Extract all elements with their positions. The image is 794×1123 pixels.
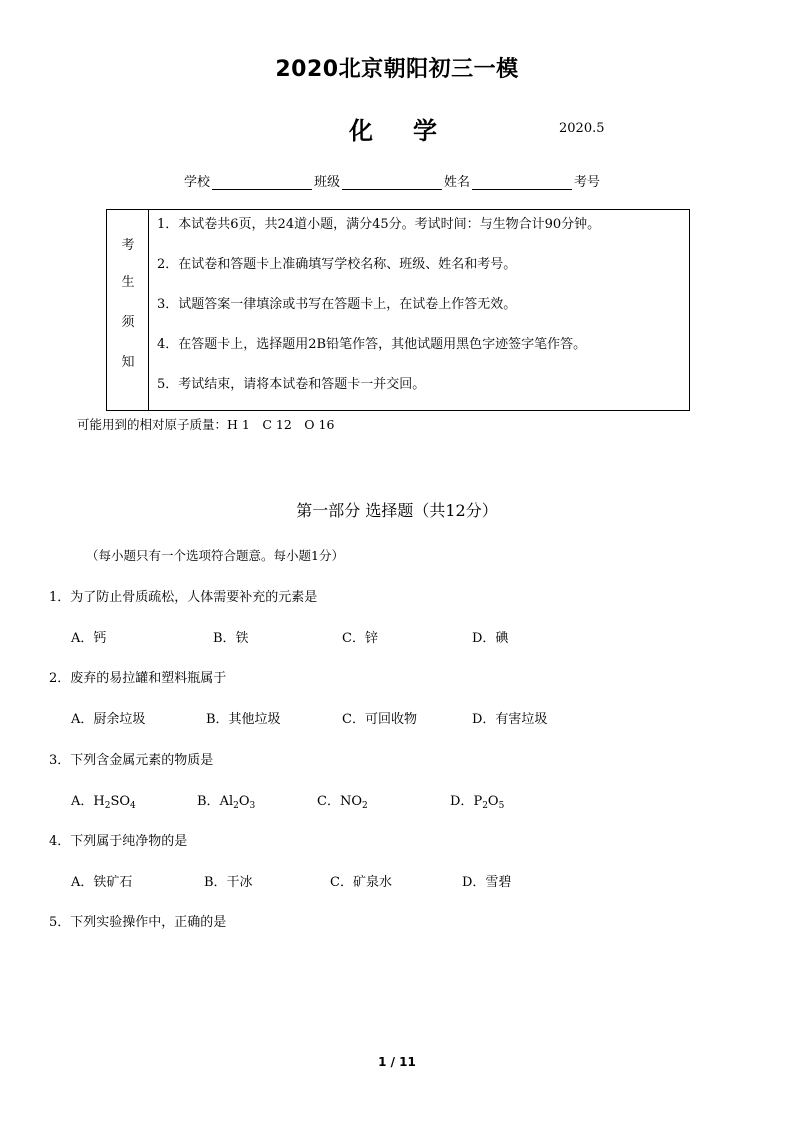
option-b: B．铁 bbox=[213, 631, 249, 646]
notice-side-label bbox=[107, 210, 149, 410]
notice-item: 3．试题答案一律填涂或书写在答题卡上，在试卷上作答无效。 bbox=[157, 297, 517, 312]
part-title: 第一部分 选择题（共12分） bbox=[296, 501, 498, 520]
notice-item: 2．在试卷和答题卡上准确填写学校名称、班级、姓名和考号。 bbox=[157, 257, 517, 272]
option-d: D．有害垃圾 bbox=[472, 712, 548, 727]
question-stem: 5．下列实验操作中，正确的是 bbox=[49, 915, 227, 930]
notice-item: 5．考试结束，请将本试卷和答题卡一并交回。 bbox=[157, 377, 426, 392]
atomic-mass-line: 可能用到的相对原子质量：H 1 C 12 O 16 bbox=[77, 417, 335, 432]
page-number: 1 / 11 bbox=[378, 1055, 416, 1069]
question-stem: 3．下列含金属元素的物质是 bbox=[49, 753, 214, 768]
name-blank bbox=[472, 174, 572, 190]
notice-side-char: 考 bbox=[121, 238, 135, 253]
school-label: 学校 bbox=[184, 175, 211, 190]
notice-item: 1．本试卷共6页，共24道小题，满分45分。考试时间：与生物合计90分钟。 bbox=[157, 217, 601, 232]
notice-side-char: 须 bbox=[121, 315, 135, 330]
question-stem: 4．下列属于纯净物的是 bbox=[49, 834, 188, 849]
option-c: C．锌 bbox=[342, 631, 378, 646]
class-blank bbox=[342, 174, 442, 190]
option-b: B．干冰 bbox=[204, 875, 253, 890]
page-title: 2020北京朝阳初三一模 bbox=[275, 57, 519, 82]
option-b: B．其他垃圾 bbox=[206, 712, 281, 727]
part-hint: （每小题只有一个选项符合题意。每小题1分） bbox=[86, 548, 344, 563]
option-b: B．$Al_2O_3$ bbox=[197, 794, 256, 811]
school-blank bbox=[212, 174, 312, 190]
option-a: A．厨余垃圾 bbox=[71, 712, 146, 727]
option-c: C．矿泉水 bbox=[330, 875, 392, 890]
student-info-line bbox=[184, 171, 600, 190]
subject-title: 化学 bbox=[349, 117, 477, 145]
option-a: A．铁矿石 bbox=[71, 875, 133, 890]
question-stem: 1．为了防止骨质疏松，人体需要补充的元素是 bbox=[49, 590, 318, 605]
option-c: C．可回收物 bbox=[342, 712, 417, 727]
option-d: D．$P_2O_5$ bbox=[450, 794, 505, 811]
exam-notice-box bbox=[106, 209, 690, 411]
notice-item: 4．在答题卡上，选择题用2B铅笔作答，其他试题用黑色字迹签字笔作答。 bbox=[157, 337, 587, 352]
notice-side-char: 知 bbox=[121, 355, 135, 370]
name-label: 姓名 bbox=[444, 175, 471, 190]
option-c: C．$NO_2$ bbox=[317, 794, 368, 811]
exam-date: 2020.5 bbox=[559, 121, 605, 136]
class-label: 班级 bbox=[314, 175, 341, 190]
notice-side-char: 生 bbox=[121, 275, 135, 290]
exam-no-label: 考号 bbox=[574, 175, 601, 190]
option-d: D．碘 bbox=[472, 631, 509, 646]
question-stem: 2．废弃的易拉罐和塑料瓶属于 bbox=[49, 671, 227, 686]
option-a: A．钙 bbox=[71, 631, 107, 646]
option-a: A．$H_2SO_4$ bbox=[71, 794, 136, 811]
option-d: D．雪碧 bbox=[462, 875, 512, 890]
